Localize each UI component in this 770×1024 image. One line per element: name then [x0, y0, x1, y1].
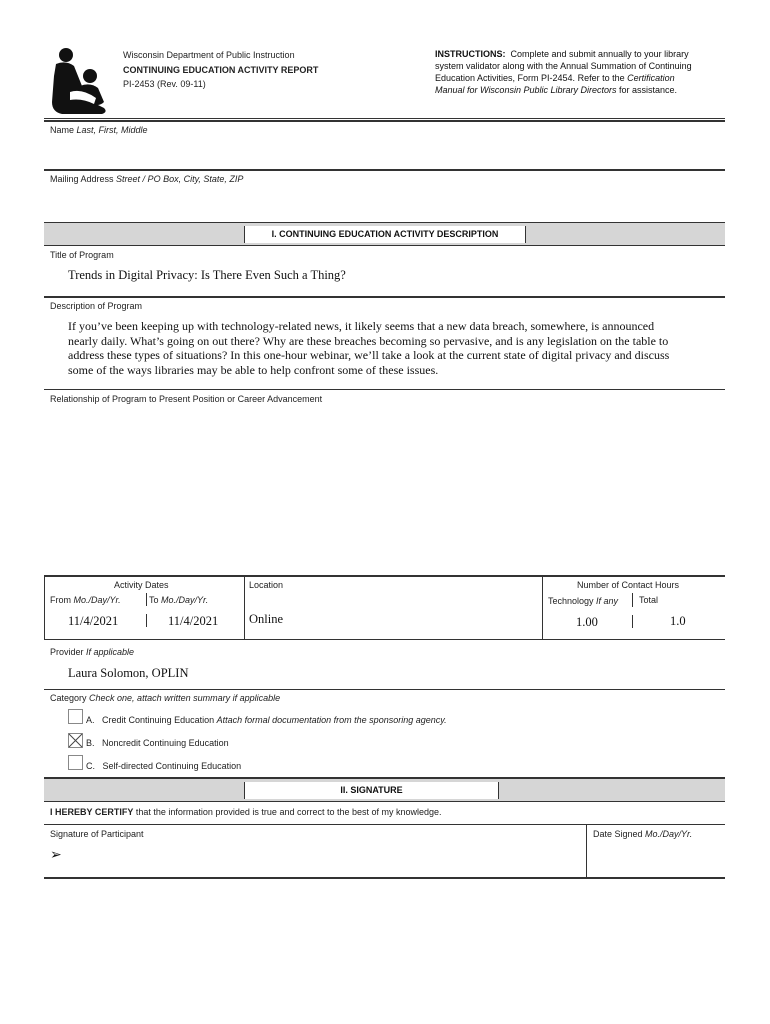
- to-date-value[interactable]: 11/4/2021: [168, 614, 219, 628]
- reading-figures-icon: [48, 46, 112, 116]
- name-label: Name Last, First, Middle: [50, 125, 148, 135]
- technology-label: Technology If any: [548, 596, 619, 606]
- relationship-input[interactable]: [44, 406, 725, 572]
- signature-arrow-icon: ➢: [50, 847, 62, 863]
- instructions-line2: system validator along with the Annual Summation of Continuing: [435, 61, 692, 71]
- location-label: Location: [249, 580, 284, 590]
- address-input[interactable]: [44, 186, 725, 218]
- description-line: address these types of situations? In this one-hour webinar, we’ll take a look at the current state of digital privacy and discuss: [68, 348, 670, 362]
- dpi-logo: [48, 46, 112, 116]
- category-b-option: B. Noncredit Continuing Education: [86, 738, 229, 748]
- technology-hours-value[interactable]: 1.00: [576, 615, 598, 629]
- instructions-label: INSTRUCTIONS:: [435, 49, 506, 59]
- relationship-label: Relationship of Program to Present Position or Career Advancement: [50, 394, 323, 404]
- certification-manual-ref: Certification: [627, 73, 675, 83]
- activity-dates-label: Activity Dates: [114, 580, 169, 590]
- category-c-checkbox[interactable]: [68, 755, 83, 770]
- name-input[interactable]: [44, 136, 725, 168]
- program-title-value[interactable]: Trends in Digital Privacy: Is There Even Such a Thing?: [68, 268, 346, 282]
- instructions-block: [435, 48, 719, 96]
- signature-label: Signature of Participant: [50, 829, 144, 839]
- provider-value[interactable]: Laura Solomon, OPLIN: [68, 666, 189, 680]
- certification-statement: I HEREBY CERTIFY that the information provided is true and correct to the best of my knowledge.: [50, 807, 442, 817]
- date-signed-field[interactable]: [593, 842, 721, 874]
- check-x-icon: [68, 733, 83, 748]
- total-hours-value[interactable]: 1.0: [670, 614, 686, 628]
- to-label: To Mo./Day/Yr.: [149, 595, 209, 605]
- form-number: PI-2453 (Rev. 09-11): [123, 79, 206, 89]
- category-b-checkbox[interactable]: [68, 733, 83, 748]
- category-label: Category Check one, attach written summary if applicable: [50, 693, 281, 703]
- category-c-option: C. Self-directed Continuing Education: [86, 761, 242, 771]
- description-label: Description of Program: [50, 301, 143, 311]
- description-line: nearly daily. What’s going on out there? Why are these breaches becoming so pervasive, and is any legislation on the table to: [68, 333, 669, 348]
- category-a-checkbox[interactable]: [68, 709, 83, 724]
- agency-name: Wisconsin Department of Public Instruction: [123, 50, 295, 60]
- description-line: If you’ve been keeping up with technology-related news, it likely seems that a new data breach, somewhere, is announced: [68, 319, 655, 333]
- provider-label: Provider If applicable: [50, 647, 135, 657]
- date-signed-label: Date Signed Mo./Day/Yr.: [593, 829, 693, 839]
- instructions-line4: for assistance.: [616, 85, 678, 95]
- instructions-line3: Education Activities, Form PI-2454. Refer to the: [435, 73, 628, 83]
- total-label: Total: [639, 595, 659, 605]
- signature-field[interactable]: [70, 842, 580, 874]
- description-line: some of the ways libraries may be able to help confront some of these issues.: [68, 362, 439, 377]
- location-value[interactable]: Online: [249, 612, 284, 626]
- report-title: CONTINUING EDUCATION ACTIVITY REPORT: [123, 65, 319, 75]
- description-text[interactable]: [68, 319, 718, 377]
- program-title-label: Title of Program: [50, 250, 114, 260]
- contact-hours-label: Number of Contact Hours: [577, 580, 680, 590]
- address-label: Mailing Address Street / PO Box, City, State, ZIP: [50, 174, 244, 184]
- instructions-line1: Complete and submit annually to your library: [510, 49, 689, 59]
- section1-title: I. CONTINUING EDUCATION ACTIVITY DESCRIPTION: [244, 226, 526, 243]
- section2-title: II. SIGNATURE: [244, 782, 499, 799]
- category-a-option: A. Credit Continuing Education Attach formal documentation from the sponsoring agency.: [86, 715, 447, 725]
- from-label: From Mo./Day/Yr.: [50, 595, 121, 605]
- from-date-value[interactable]: 11/4/2021: [68, 614, 119, 628]
- manual-title: Manual for Wisconsin Public Library Directors: [435, 85, 617, 95]
